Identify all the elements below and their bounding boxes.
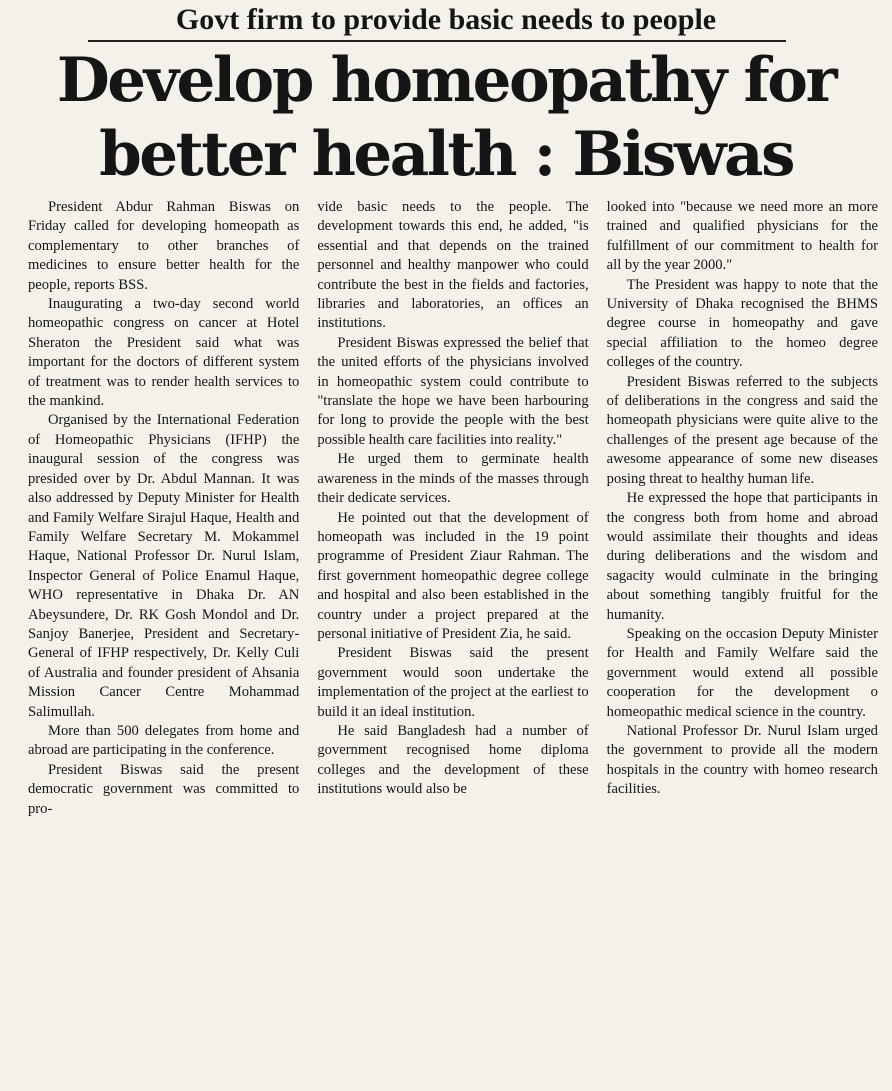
paragraph: Inaugurating a two-day second world homeopathic congress on cancer at Hotel Sheraton the President said what was important for the doctors of different system of treatment was to render health services to the mankind. [28, 296, 300, 410]
paragraph: More than 500 delegates from home and abroad are participating in the conference. [28, 722, 300, 759]
paragraph: He said Bangladesh had a number of government recognised home diploma colleges and the development of these institutions would also be [317, 722, 589, 798]
paragraph: The President was happy to note that the University of Dhaka recognised the BHMS degree course in homeopathy and gave special affiliation to the homeo degree colleges of the country. [606, 276, 878, 371]
headline-line-2: better health : Biswas [99, 119, 793, 190]
headline-line-1: Develop homeopathy for [56, 45, 836, 116]
article-columns [6, 198, 886, 819]
paragraph: National Professor Dr. Nurul Islam urged the government to provide all the modern hospitals in the country with homeo research facilities. [606, 722, 878, 798]
paragraph: President Biswas expressed the belief that the united efforts of the physicians involved in homeopathic system could contribute to "translate the hope we have been harbouring for long to provide the people with the best possible health care facilities into reality." [317, 334, 589, 448]
paragraph: President Biswas said the present government would soon undertake the implementation of the project at the earliest to build it an ideal institution. [317, 645, 589, 720]
paragraph: He urged them to germinate health awareness in the minds of the masses through their dedicate services. [317, 451, 589, 507]
paragraph: vide basic needs to the people. The development towards this end, he added, "is essential and that depends on the trained personnel and healthy manpower who could contribute the best in the fields and factories, libraries and laboratories, an offices an institutions. [317, 199, 589, 332]
paragraph: He pointed out that the development of homeopath was included in the 19 point programme of President Ziaur Rahman. The first government homeopathic degree college and hospital and also been established in the country under a project prepared at the personal initiative of President Zia, he said. [317, 509, 589, 642]
column-2 [317, 198, 588, 819]
paragraph: President Biswas referred to the subjects of deliberations in the congress and said the homeopath physicians were quite alive to the challenges of the present age because of the awesome appearance of some new diseases posing threat to healthy human life. [606, 373, 878, 487]
column-1 [28, 198, 299, 819]
paragraph: President Abdur Rahman Biswas on Friday called for developing homeopath as complementary to other branches of medicines to ensure better health for the people, reports BSS. [28, 199, 300, 293]
paragraph: Organised by the International Federation of Homeopathic Physicians (IFHP) the inaugural session of the congress was presided over by Dr. Abdul Mannan. It was also addressed by Deputy Minister for Health and Family Welfare Sirajul Haque, Health and Family Welfare Secretary M. Mokammel Haque, National Professor Dr. Nurul Islam, Inspector General of Police Enamul Haque, WHO representative in Dhaka Dr. AN Abeysundere, Dr. RK Gosh Mondol and Dr. Sanjoy Banerjee, President and Secretary-General of IFHP respectively, Dr. Kelly Culi of Australia and founder president of Ahsania Mission Cancer Centre Mohammad Salimullah. [28, 412, 300, 720]
main-headline [6, 44, 886, 192]
paragraph: Speaking on the occasion Deputy Minister for Health and Family Welfare said the government would extend all possible cooperation for the development o homeopathic medical science in the country. [606, 625, 878, 720]
kicker-rule [88, 40, 786, 42]
kicker-headline: Govt firm to provide basic needs to people [175, 3, 717, 36]
column-3 [607, 198, 878, 819]
paragraph: looked into "because we need more an more trained and qualified physicians for the fulfillment of our commitment to health for all by the year 2000." [606, 199, 878, 274]
paragraph: He expressed the hope that participants in the congress both from home and abroad would assimilate their thoughts and ideas during deliberations and the wisdom and sagacity would culminate in the bringing about something tangibly fruitful for the humanity. [606, 490, 878, 623]
paragraph: President Biswas said the present democratic government was committed to pro- [28, 761, 300, 817]
